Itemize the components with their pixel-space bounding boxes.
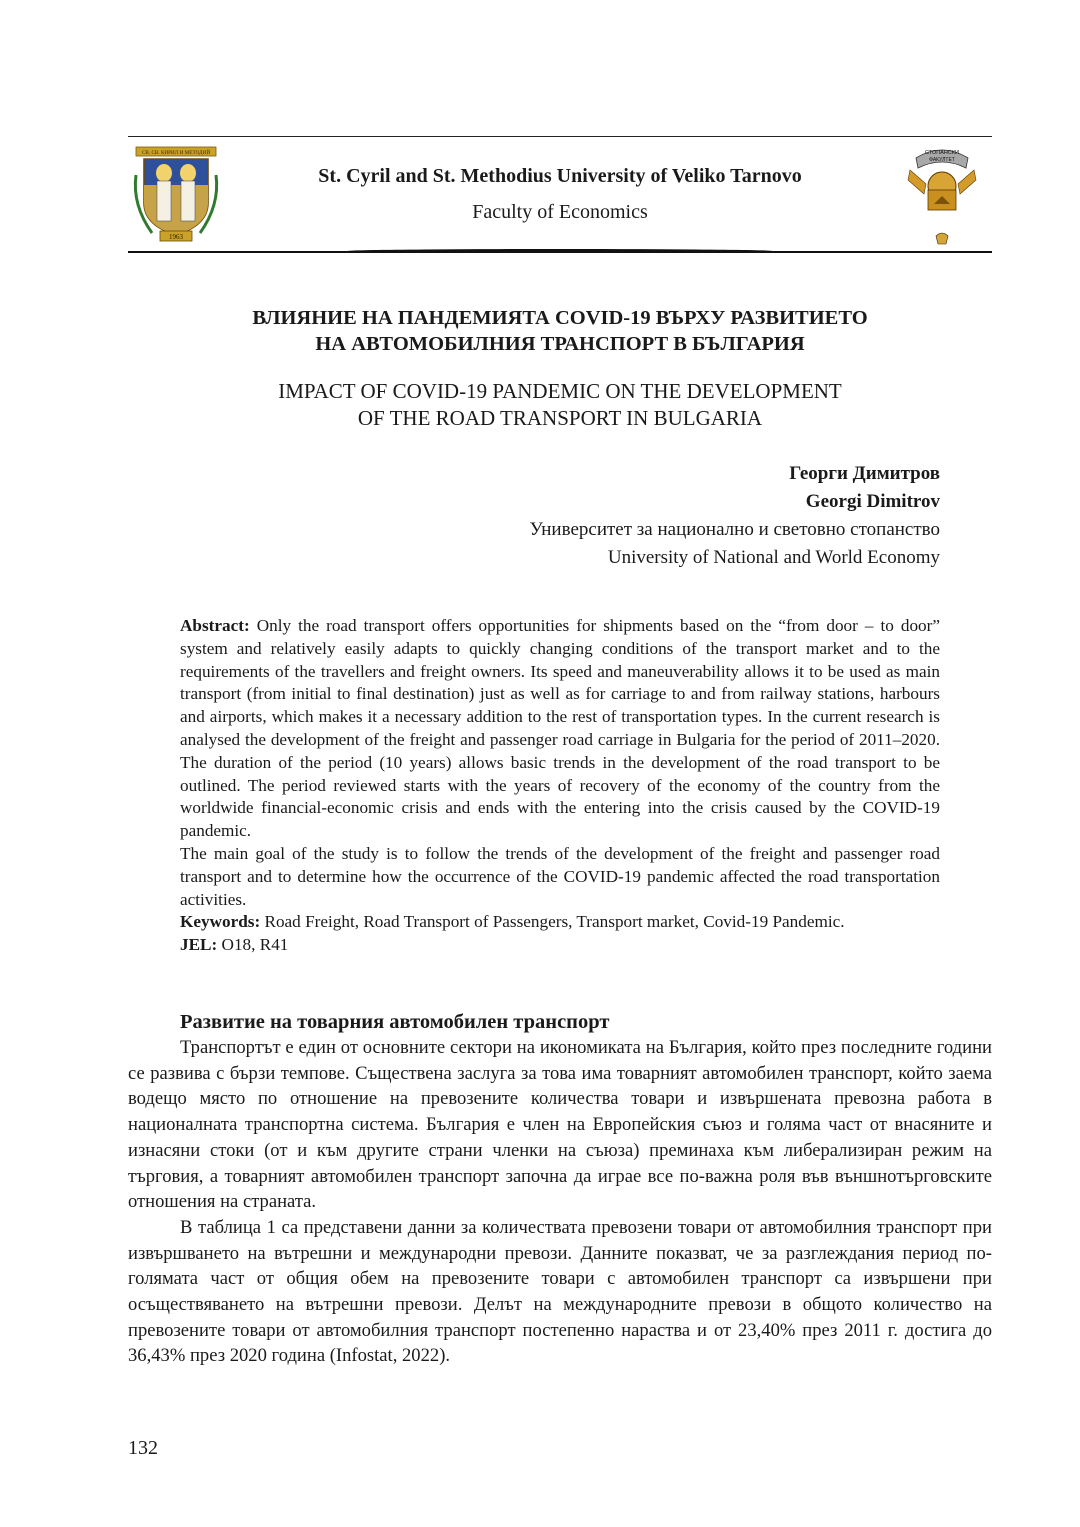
header-top-rule <box>128 136 992 137</box>
author-name-bg: Георги Димитров <box>789 463 940 484</box>
crest-banner-text: СВ. СВ. КИРИЛ И МЕТОДИЙ <box>141 150 211 156</box>
faculty-logo-text-2: ФАКУЛТЕТ <box>929 157 955 163</box>
author-affiliation-en: University of National and World Economy <box>607 547 940 568</box>
abstract-label: Abstract: <box>180 616 250 635</box>
title-bg-line-2: НА АВТОМОБИЛНИЯ ТРАНСПОРТ В БЪЛГАРИЯ <box>315 333 805 355</box>
header-bottom-rule <box>128 251 992 253</box>
keywords-label: Keywords: <box>180 912 261 932</box>
abstract-paragraph-1 <box>180 615 940 843</box>
keywords-text: Road Freight, Road Transport of Passengers, Transport market, Covid-19 Pandemic. <box>264 912 845 932</box>
author-name-en: Georgi Dimitrov <box>805 491 940 512</box>
faculty-logo <box>906 140 978 248</box>
jel-line <box>180 934 940 957</box>
section-body <box>128 1010 992 1369</box>
jel-text: O18, R41 <box>221 935 289 955</box>
faculty-logo-text-1: СТОПАНСКИ <box>925 150 959 156</box>
title-en-line-1: IMPACT OF COVID-19 PANDEMIC ON THE DEVELOPMENT <box>278 379 842 403</box>
author-block <box>529 460 940 572</box>
abstract-block <box>180 615 940 957</box>
keywords-line <box>180 911 940 934</box>
university-crest-logo <box>130 145 222 245</box>
abstract-text-1: Only the road transport offers opportunities for shipments based on the “from door – to door” system and relatively easily adapts to quickly changing conditions of the transport market and to the requirements of the travellers and freight owners. Its speed and maneuverability allows it to be used as main transport (from initial to final destination) just as well as for carriage to and from railway stations, harbours and airports, which makes it a necessary addition to the rest of transportation types. In the current research is analysed the development of the freight and passenger road carriage in Bulgaria for the period of 2011–2020. The duration of the period (10 years) allows basic trends in the development of the road transport to be outlined. The period reviewed starts with the years of recovery of the economy of the country from the worldwide financial-economic crisis and ends with the entering into the crisis caused by the COVID-19 pandemic. <box>180 616 940 841</box>
title-bg-line-1: ВЛИЯНИЕ НА ПАНДЕМИЯТА COVID-19 ВЪРХУ РАЗВИТИЕТО <box>252 307 868 329</box>
section-paragraph-2: В таблица 1 са представени данни за количествата превозени товари от автомобилния транспорт при извършването на вътрешни и международни превози. Данните показват, че за разглеждания период по-голямата част от общия обем на превозените товари с автомобилен транспорт са извършени при осъществяването на вътрешни превози. Делът на международните превози в общото количество на превозените товари от автомобилния транспорт постепенно нараства и от 23,40% през 2011 г. достига до 36,43% през 2020 година (Infostat, 2022). <box>128 1216 992 1367</box>
faculty-name: Faculty of Economics <box>472 201 648 223</box>
page-number: 132 <box>128 1437 158 1459</box>
title-english <box>150 378 970 432</box>
university-name: St. Cyril and St. Methodius University of Veliko Tarnovo <box>318 165 802 187</box>
title-en-line-2: OF THE ROAD TRANSPORT IN BULGARIA <box>357 406 763 430</box>
section-paragraph-1: Транспортът е един от основните сектори на икономиката на България, който през последните години се развива с бързи темпове. Съществена заслуга за това има товарният автомобилен транспорт, който заема водещо място по отношение на превозените количества товари и извършената превозна работа в националната транспортна система. България е член на Европейския съюз и голяма част от внасяните и изнасяни стоки (от и към другите страни членки на съюза) преминаха към либерализиран режим на търговия, а товарният автомобилен транспорт започна да играе все по-важна роля във външнотърговските отношения на страната. <box>128 1037 992 1213</box>
crest-year-text: 1963 <box>169 233 183 241</box>
title-bulgarian <box>150 305 970 357</box>
jel-label: JEL: <box>180 935 218 955</box>
abstract-paragraph-2: The main goal of the study is to follow the trends of the development of the freight and passenger road transport and to determine how the occurrence of the COVID-19 pandemic affected the road transportation activities. <box>180 843 940 909</box>
author-affiliation-bg: Университет за национално и световно стопанство <box>529 519 940 540</box>
section-heading: Развитие на товарния автомобилен транспорт <box>180 1011 610 1033</box>
